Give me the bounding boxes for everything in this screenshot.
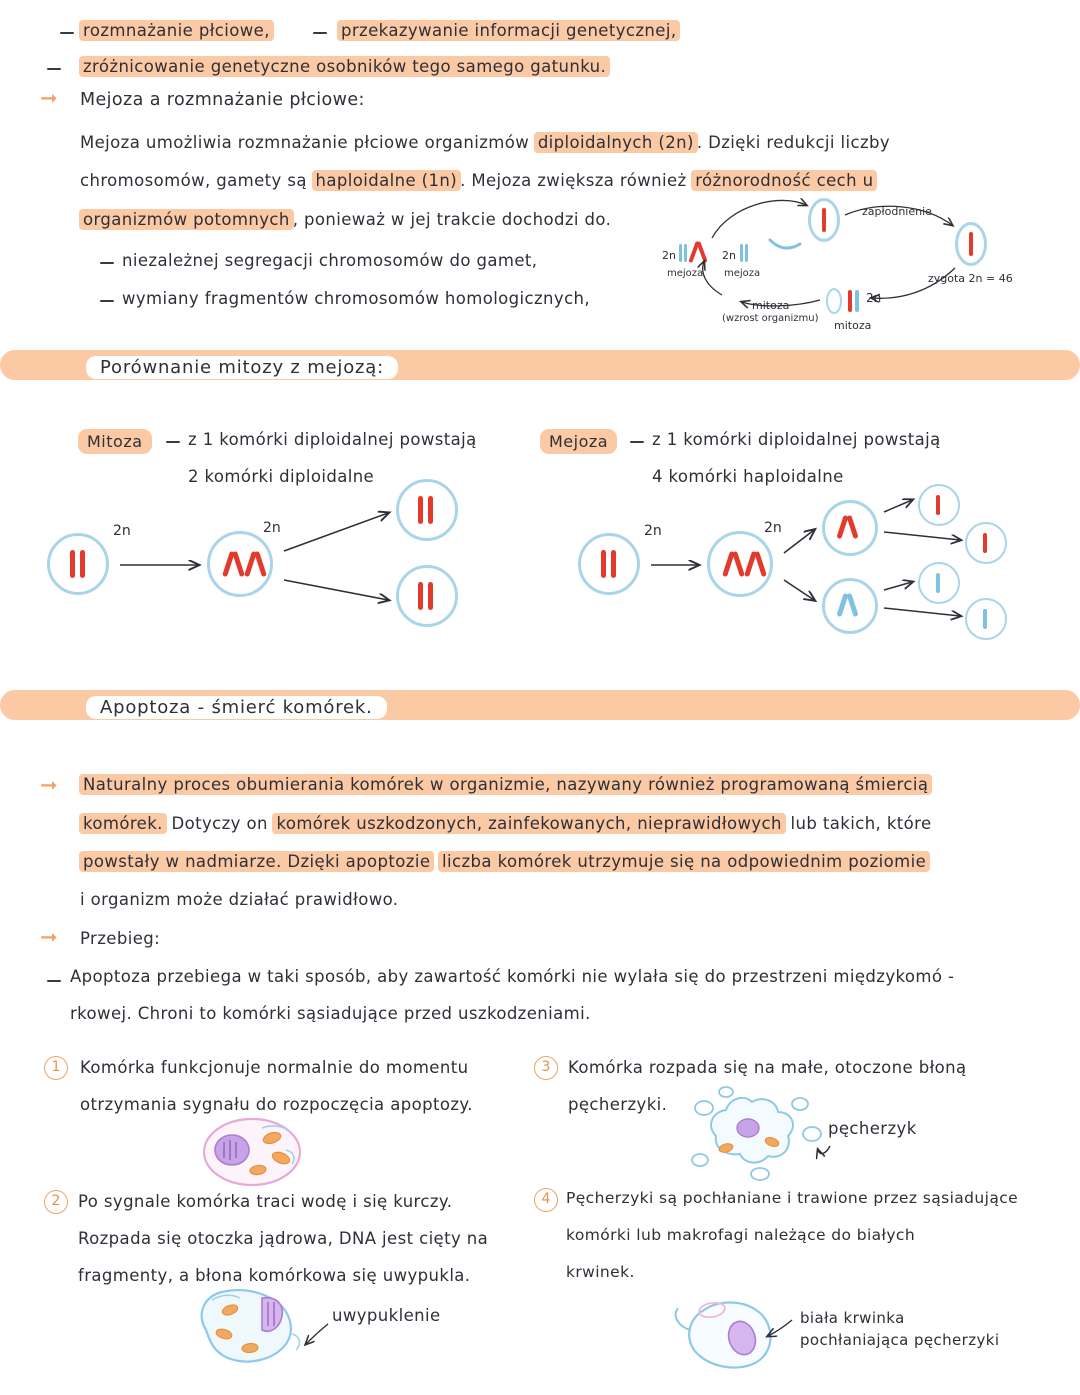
arrow-icon-przebieg: ➞ — [40, 925, 58, 949]
meiosis-para-line-3 — [80, 211, 611, 229]
lifecycle-label-2n-right: 2n — [722, 249, 736, 262]
przebieg-dash — [47, 980, 61, 982]
meiosis-para-line-2 — [80, 172, 876, 190]
step-3-number: 3 — [534, 1056, 558, 1080]
lifecycle-chrom-x-2 — [696, 241, 707, 263]
meiosis-para-l3b: , ponieważ w jej trakcie dochodzi do. — [292, 210, 612, 229]
top-bullet-1 — [80, 22, 273, 40]
apoptosis-def-l3a: powstały w nadmiarze. Dzięki apoptozie — [79, 851, 434, 872]
step-4-line-3: krwinek. — [566, 1263, 635, 1281]
mitosis-d2-chrom-2 — [428, 582, 433, 610]
meiosis-heading: Mejoza a rozmnażanie płciowe: — [80, 90, 365, 110]
mitosis-d1-chrom-2 — [428, 496, 433, 524]
lifecycle-label-wzrost: (wzrost organizmu) — [722, 313, 819, 324]
mitosis-line-1: z 1 komórki diploidalnej powstają — [188, 430, 477, 449]
lifecycle-label-2n-left: 2n — [662, 249, 676, 262]
mitosis-tag: Mitoza — [78, 429, 152, 454]
meiosis-cell-start — [578, 533, 640, 595]
mitosis-label-2n-start: 2n — [113, 523, 131, 539]
step-4-line-2: komórki lub makrofagi należące do białych — [566, 1226, 916, 1244]
meiosis-para-l2b: haploidalne (1n) — [312, 170, 462, 191]
meiosis-start-chrom-1 — [601, 550, 606, 578]
apoptosis-def-l2c: komórek uszkodzonych, zainfekowanych, nieprawidłowych — [272, 813, 785, 834]
meiosis-sub-1: niezależnej segregacji chromosomów do gamet, — [122, 251, 538, 270]
step-2-annotation: uwypuklenie — [332, 1306, 441, 1325]
przebieg-heading: Przebieg: — [80, 929, 161, 948]
top-bullet-2-text: zróżnicowanie genetyczne osobników tego samego gatunku. — [79, 56, 610, 77]
step-2-line-3: fragmenty, a błona komórkowa się uwypukla. — [78, 1266, 471, 1285]
mitosis-d1-chrom-1 — [418, 496, 423, 524]
mitosis-cell-daughter-1 — [396, 479, 458, 541]
apoptosis-def-line-2 — [80, 815, 932, 833]
meiosis-para-l1a: Mejoza umożliwia rozmnażanie płciowe organizmów — [80, 133, 530, 152]
bullet-dash-inline — [313, 32, 327, 34]
mitosis-start-chrom-2 — [80, 550, 85, 578]
mitosis-cell-daughter-2 — [396, 565, 458, 627]
lifecycle-mitosis-chrom-red — [848, 290, 852, 312]
mitosis-cell-start — [47, 533, 109, 595]
top-bullet-2 — [80, 58, 609, 76]
step-4-phagocyte-drawing — [676, 1301, 792, 1368]
apoptosis-def-line-4: i organizm może działać prawidłowo. — [80, 890, 399, 909]
mitosis-dash — [166, 441, 180, 443]
lifecycle-cell-mitosis — [826, 288, 842, 314]
meiosis-dash — [630, 441, 644, 443]
bullet-dash — [60, 32, 74, 34]
bullet-dash-sub1 — [100, 262, 114, 264]
lifecycle-label-mejoza-1: mejoza — [667, 268, 704, 279]
step-4-number: 4 — [534, 1188, 558, 1212]
top-bullet-1b-text: przekazywanie informacji genetycznej, — [337, 20, 680, 41]
apoptosis-def-l3b: liczba komórek utrzymuje się na odpowiednim poziomie — [438, 851, 930, 872]
step-3-line-1: Komórka rozpada się na małe, otoczone błoną — [568, 1058, 967, 1077]
meiosis-para-l2a: chromosomów, gamety są — [80, 171, 307, 190]
step-2-line-2: Rozpada się otoczka jądrowa, DNA jest cięty na — [78, 1229, 489, 1248]
lifecycle-label-mitoza-top: mitoza — [752, 299, 790, 312]
apoptosis-def-l1a: Naturalny proces obumierania komórek w organizmie, nazywany również programowaną śmiercią — [79, 774, 932, 795]
lifecycle-label-2n-bottom: 2n — [866, 291, 882, 305]
lifecycle-chrom-right-b — [745, 244, 748, 262]
section-title-comparison: Porównanie mitozy z mejozą: — [86, 356, 398, 379]
apoptosis-def-l2d: lub takich, które — [790, 814, 932, 833]
mitosis-d2-chrom-1 — [418, 582, 423, 610]
meiosis-para-l1b: diploidalnych (2n) — [534, 132, 698, 153]
meiosis-tag: Mejoza — [540, 429, 617, 454]
apoptosis-def-l2b: Dotyczy on — [171, 814, 268, 833]
meiosis-g1-chrom — [936, 495, 940, 515]
meiosis-label-2n-mid: 2n — [764, 520, 782, 536]
lifecycle-label-zaplodnienie: zapłodnienie — [862, 205, 932, 218]
mitosis-label-2n-mid: 2n — [263, 520, 281, 536]
lifecycle-zygote-chrom — [822, 208, 826, 232]
lifecycle-label-zygota: zygota 2n = 46 — [928, 272, 1013, 285]
step-1-cell-drawing — [204, 1119, 300, 1185]
mitosis-line-2: 2 komórki diploidalne — [188, 467, 375, 486]
step-1-number: 1 — [44, 1056, 68, 1080]
meiosis-para-l1c: . Dzięki redukcji liczby — [696, 133, 891, 152]
mitosis-start-chrom-1 — [70, 550, 75, 578]
top-bullet-1-text: rozmnażanie płciowe, — [79, 20, 274, 41]
arrow-icon-definition: ➞ — [40, 773, 58, 797]
section-title-apoptosis: Apoptoza - śmierć komórek. — [86, 696, 387, 719]
meiosis-label-2n-start: 2n — [644, 523, 662, 539]
step-2-number: 2 — [44, 1190, 68, 1214]
lifecycle-chrom-left-a — [679, 244, 682, 262]
meiosis-sub-2: wymiany fragmentów chromosomów homologicznych, — [122, 289, 591, 308]
meiosis-para-l3a: organizmów potomnych — [79, 209, 294, 230]
step-2-line-1: Po sygnale komórka traci wodę i się kurczy. — [78, 1192, 453, 1211]
meiosis-para-l2c: . Mejoza zwiększa również — [460, 171, 687, 190]
step-4-line-1: Pęcherzyki są pochłaniane i trawione przez sąsiadujące — [566, 1189, 1019, 1207]
step-3-line-2: pęcherzyki. — [568, 1095, 668, 1114]
lifecycle-mitosis-chrom-blue — [855, 290, 859, 312]
step-2-cell-drawing — [202, 1290, 328, 1361]
apoptosis-def-line-1 — [80, 776, 931, 794]
lifecycle-label-mejoza-2: mejoza — [724, 268, 761, 279]
arrow-icon-meiosis-heading: ➞ — [40, 86, 58, 110]
step-4-annotation-line-2: pochłaniająca pęcherzyki — [800, 1331, 1000, 1349]
apoptosis-def-line-3 — [80, 853, 929, 871]
lifecycle-chrom-right-a — [740, 244, 743, 262]
bullet-dash-sub2 — [100, 300, 114, 302]
meiosis-g2-chrom — [983, 533, 987, 553]
przebieg-line-2: rkowej. Chroni to komórki sąsiadujące przed uszkodzeniami. — [70, 1004, 591, 1023]
step-3-cell-drawing — [692, 1087, 830, 1180]
top-bullet-1b — [338, 22, 679, 40]
meiosis-para-line-1 — [80, 134, 890, 152]
meiosis-g4-chrom — [983, 609, 987, 629]
meiosis-line-1: z 1 komórki diploidalnej powstają — [652, 430, 941, 449]
przebieg-line-1: Apoptoza przebiega w taki sposób, aby zawartość komórki nie wylała się do przestrzeni międzykomó - — [70, 967, 955, 986]
apoptosis-def-l2a: komórek. — [79, 813, 167, 834]
lifecycle-chrom-left-b — [684, 244, 687, 262]
bullet-dash-2 — [47, 68, 61, 70]
step-4-annotation-line-1: biała krwinka — [800, 1309, 905, 1327]
meiosis-line-2: 4 komórki haploidalne — [652, 467, 844, 486]
lifecycle-label-mitoza-bottom: mitoza — [834, 319, 872, 332]
lifecycle-zygote-chrom-2 — [969, 232, 973, 256]
step-3-annotation: pęcherzyk — [828, 1119, 917, 1138]
step-1-line-2: otrzymania sygnału do rozpoczęcia apoptozy. — [80, 1095, 473, 1114]
step-1-line-1: Komórka funkcjonuje normalnie do momentu — [80, 1058, 469, 1077]
meiosis-start-chrom-2 — [611, 550, 616, 578]
meiosis-g3-chrom — [936, 573, 940, 593]
meiosis-para-l2d: różnorodność cech u — [691, 170, 877, 191]
